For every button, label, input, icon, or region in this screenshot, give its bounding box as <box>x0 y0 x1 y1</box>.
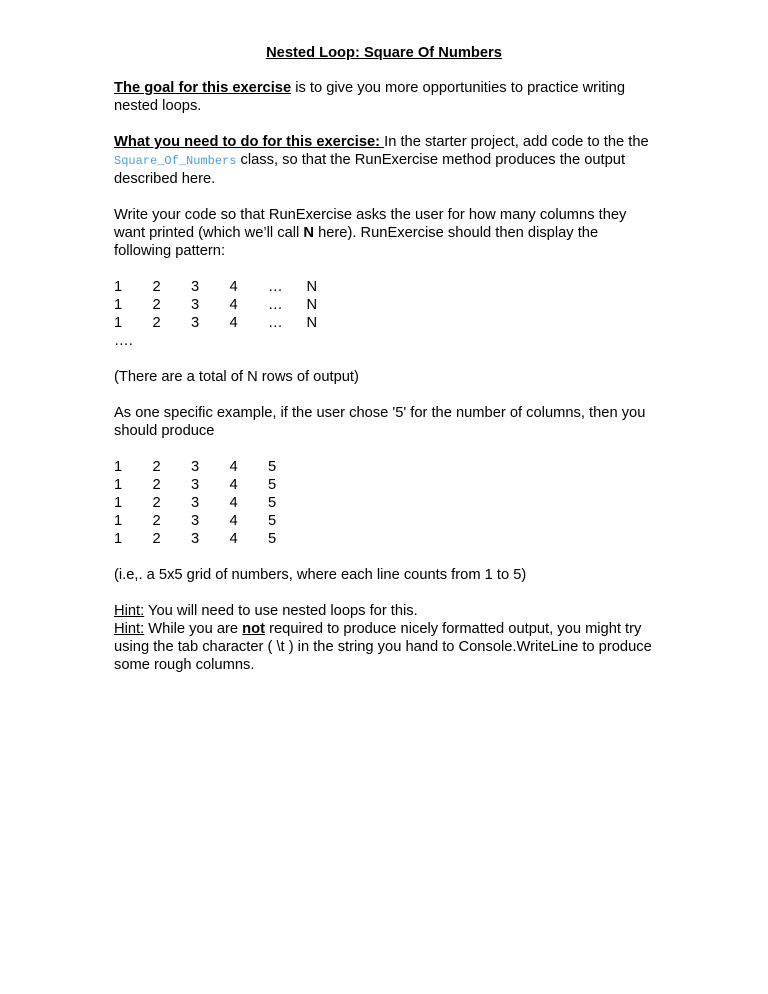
goal-paragraph <box>114 79 654 115</box>
example-row-cell: 1 <box>114 495 123 511</box>
pattern-row-cell: 3 <box>191 279 200 295</box>
pattern-row-cell: 3 <box>191 315 200 331</box>
hint-2-text-after: required to produce nicely formatted output, you might try using the tab character ( \t ) in the string you hand to Console.WriteLine to produce some rough columns. <box>114 621 652 673</box>
rows-note: (There are a total of N rows of output) <box>114 369 359 385</box>
example-row-cell: 3 <box>191 495 200 511</box>
example-row <box>114 530 307 548</box>
pattern-row-cell: 2 <box>152 297 161 313</box>
hint-2-not: not <box>242 621 266 637</box>
todo-paragraph <box>114 133 654 188</box>
instructions-n: N <box>303 225 314 241</box>
example-row-cell: 4 <box>229 531 238 547</box>
pattern-grid <box>114 278 345 332</box>
pattern-row-cell: … <box>268 297 283 313</box>
example-row-cell: 1 <box>114 513 123 529</box>
hint-1 <box>114 602 654 620</box>
page-title: Nested Loop: Square Of Numbers <box>266 45 502 61</box>
pattern-row-cell: N <box>306 279 318 295</box>
example-row-cell: 2 <box>152 513 161 529</box>
hint-2-text-before: While you are <box>144 621 243 637</box>
pattern-more: …. <box>114 333 133 349</box>
todo-text-before: In the starter project, add code to the the <box>384 134 649 150</box>
example-row-cell: 2 <box>152 477 161 493</box>
todo-label: What you need to do for this exercise: <box>114 134 385 150</box>
document-page <box>114 44 654 674</box>
example-row <box>114 494 307 512</box>
pattern-row-cell: … <box>268 315 283 331</box>
example-row-cell: 2 <box>152 459 161 475</box>
instructions-before: Write your code so that RunExercise asks the user for how many columns they want printed (which we’ll call <box>114 207 627 241</box>
hint-1-text: You will need to use nested loops for this. <box>144 603 418 619</box>
example-row-cell: 1 <box>114 459 123 475</box>
example-row-cell: 3 <box>191 531 200 547</box>
pattern-row-cell: 1 <box>114 297 123 313</box>
pattern-row <box>114 314 345 332</box>
goal-text: is to give you more opportunities to practice writing nested loops. <box>114 80 626 114</box>
example-row-cell: 5 <box>268 531 277 547</box>
pattern-row-cell: 2 <box>152 315 161 331</box>
pattern-row-cell: 3 <box>191 297 200 313</box>
instructions-after: here). RunExercise should then display the following pattern: <box>114 225 599 259</box>
example-row <box>114 458 307 476</box>
example-intro: As one specific example, if the user chose '5' for the number of columns, then you should produce <box>114 405 646 439</box>
example-row-cell: 2 <box>152 495 161 511</box>
example-row-cell: 2 <box>152 531 161 547</box>
example-row-cell: 5 <box>268 459 277 475</box>
example-row-cell: 5 <box>268 495 277 511</box>
todo-text-after: class, so that the RunExercise method produces the output described here. <box>114 152 626 187</box>
example-row-cell: 3 <box>191 513 200 529</box>
pattern-block <box>114 278 654 350</box>
class-name-code: Square_Of_Numbers <box>114 154 237 168</box>
pattern-row-cell: N <box>306 297 318 313</box>
example-row-cell: 4 <box>229 513 238 529</box>
pattern-row <box>114 296 345 314</box>
example-row <box>114 512 307 530</box>
example-row-cell: 4 <box>229 495 238 511</box>
example-row-cell: 4 <box>229 459 238 475</box>
example-row-cell: 3 <box>191 459 200 475</box>
example-row-cell: 5 <box>268 477 277 493</box>
pattern-row-cell: 4 <box>229 315 238 331</box>
example-row-cell: 5 <box>268 513 277 529</box>
pattern-row-cell: 4 <box>229 297 238 313</box>
example-row-cell: 1 <box>114 477 123 493</box>
hint-2 <box>114 620 654 674</box>
example-row <box>114 476 307 494</box>
pattern-row-cell: 1 <box>114 279 123 295</box>
goal-label: The goal for this exercise <box>114 80 292 96</box>
example-row-cell: 1 <box>114 531 123 547</box>
pattern-row-cell: 4 <box>229 279 238 295</box>
hint-1-label: Hint: <box>114 603 145 619</box>
pattern-row-cell: 2 <box>152 279 161 295</box>
instructions-paragraph <box>114 206 654 260</box>
hints-block <box>114 602 654 674</box>
pattern-row-cell: N <box>306 315 318 331</box>
pattern-row-cell: … <box>268 279 283 295</box>
example-row-cell: 4 <box>229 477 238 493</box>
example-grid <box>114 458 307 548</box>
pattern-row <box>114 278 345 296</box>
hint-2-label: Hint: <box>114 621 145 637</box>
example-row-cell: 3 <box>191 477 200 493</box>
example-note: (i.e,. a 5x5 grid of numbers, where each line counts from 1 to 5) <box>114 567 527 583</box>
pattern-row-cell: 1 <box>114 315 123 331</box>
